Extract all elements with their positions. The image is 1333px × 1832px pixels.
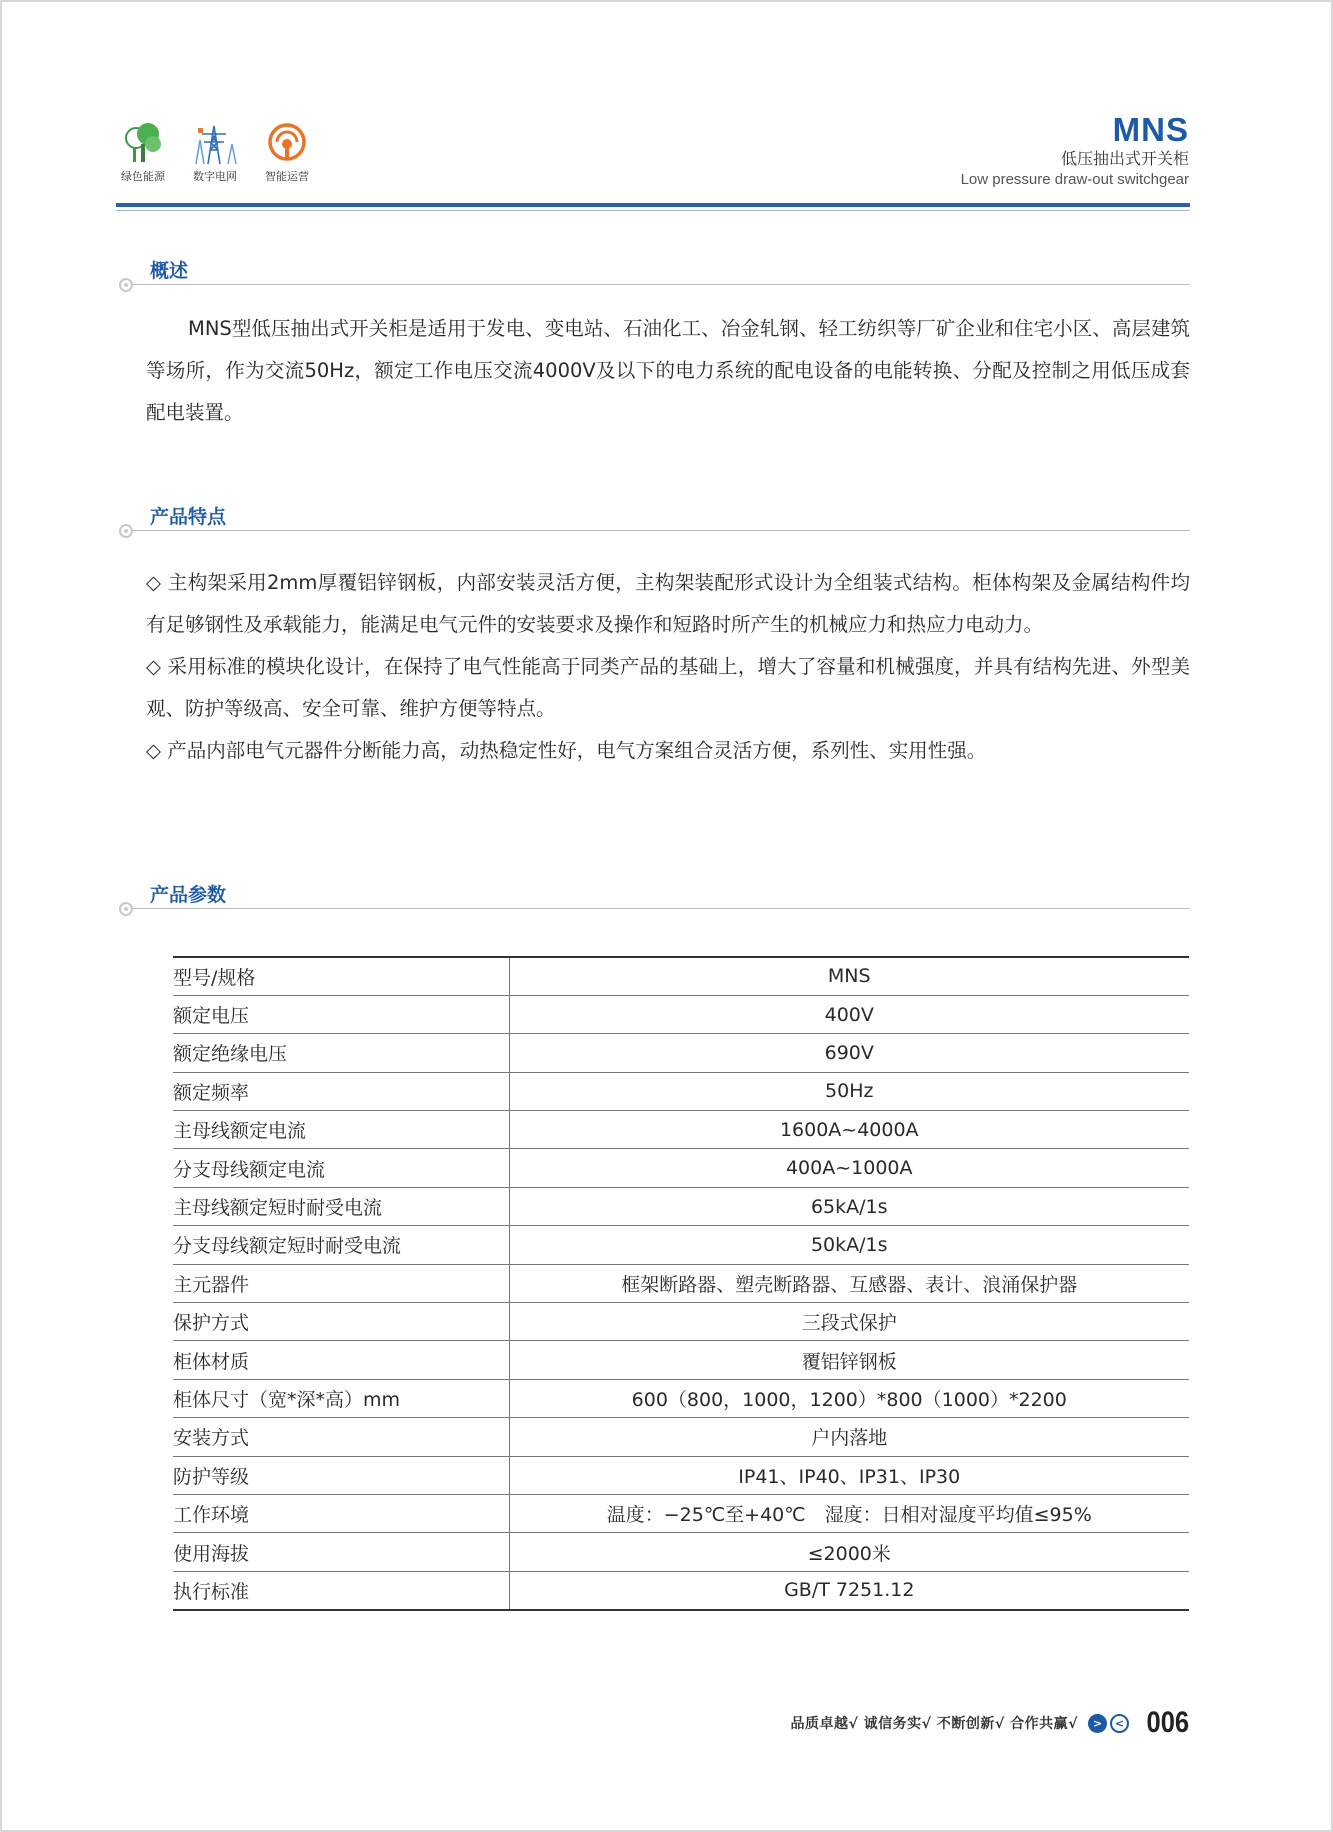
feature-item: ◇ 主构架采用2mm厚覆铝锌钢板，内部安装灵活方便，主构架装配形式设计为全组装式结构。柜体构架及金属结构件均有足够钢性及承载能力，能满足电气元件的安装要求及操作和短路时所产生的机械应力和热应力电动力。: [146, 571, 1190, 636]
model-name: MNS: [1112, 111, 1189, 148]
table-row: [173, 1303, 1189, 1341]
param-key: 主母线额定短时耐受电流: [173, 1187, 509, 1225]
page-number: 006: [1146, 1706, 1189, 1739]
section-divider: [133, 530, 1190, 531]
footer-motto: 品质卓越√ 诚信务实√ 不断创新√ 合作共赢√: [790, 1716, 1078, 1732]
param-key: 工作环境: [173, 1494, 509, 1532]
features-list: [146, 562, 1190, 772]
param-key: 分支母线额定短时耐受电流: [173, 1226, 509, 1264]
logo-green-energy: [114, 120, 172, 184]
param-key: 安装方式: [173, 1418, 509, 1456]
table-row: [173, 1494, 1189, 1532]
param-value: 400V: [509, 995, 1189, 1033]
param-key: 主母线额定电流: [173, 1111, 509, 1149]
param-value: 温度：−25℃至+40℃ 湿度：日相对湿度平均值≤95%: [509, 1494, 1189, 1532]
param-key: 柜体尺寸（宽*深*高）mm: [173, 1379, 509, 1417]
section-heading-params: [116, 880, 1190, 920]
table-row: [173, 1111, 1189, 1149]
header-rule-thin: [116, 210, 1190, 211]
spec-table: [173, 956, 1189, 1611]
param-value: 50Hz: [509, 1072, 1189, 1110]
param-value: ≤2000米: [509, 1533, 1189, 1571]
param-key: 主元器件: [173, 1264, 509, 1302]
table-row: [173, 1533, 1189, 1571]
header-logos: [114, 120, 316, 184]
table-row: [173, 1187, 1189, 1225]
bullet-circle-icon: [119, 902, 133, 916]
section-heading-overview: [116, 256, 1190, 296]
section-title: 产品参数: [150, 884, 227, 906]
section-heading-features: [116, 502, 1190, 542]
table-row: [173, 1072, 1189, 1110]
param-value: 1600A~4000A: [509, 1111, 1189, 1149]
table-row: [173, 1341, 1189, 1379]
feature-item: ◇ 产品内部电气元器件分断能力高，动热稳定性好，电气方案组合灵活方便，系列性、实用性强。: [146, 739, 987, 762]
feature-item: ◇ 采用标准的模块化设计，在保持了电气性能高于同类产品的基础上，增大了容量和机械强度，并具有结构先进、外型美观、防护等级高、安全可靠、维护方便等特点。: [146, 655, 1190, 720]
table-row: [173, 957, 1189, 995]
footer: [790, 1706, 1189, 1740]
param-value: GB/T 7251.12: [509, 1571, 1189, 1609]
prev-page-icon[interactable]: <: [1110, 1714, 1129, 1733]
brand-block: [961, 112, 1189, 190]
tree-icon: [120, 120, 166, 166]
section-divider: [133, 284, 1190, 285]
table-row: [173, 1418, 1189, 1456]
param-value: 三段式保护: [509, 1303, 1189, 1341]
table-row: [173, 1571, 1189, 1609]
table-row: [173, 995, 1189, 1033]
param-key: 分支母线额定电流: [173, 1149, 509, 1187]
table-row: [173, 1149, 1189, 1187]
param-key: 执行标准: [173, 1571, 509, 1609]
logo-caption: 绿色能源: [121, 170, 165, 183]
param-key: 使用海拔: [173, 1533, 509, 1571]
table-row: [173, 1034, 1189, 1072]
product-title-en: Low pressure draw-out switchgear: [960, 171, 1189, 188]
param-value: 690V: [509, 1034, 1189, 1072]
param-key: 防护等级: [173, 1456, 509, 1494]
power-tower-icon: [192, 120, 238, 166]
section-divider: [133, 908, 1190, 909]
bullet-circle-icon: [119, 524, 133, 538]
table-row: [173, 1456, 1189, 1494]
param-key: 保护方式: [173, 1303, 509, 1341]
header-rule: [116, 203, 1190, 207]
param-value: 户内落地: [509, 1418, 1189, 1456]
smart-ops-icon: [264, 120, 310, 166]
section-title: 产品特点: [150, 506, 227, 528]
next-page-icon[interactable]: >: [1088, 1714, 1107, 1733]
overview-text: MNS型低压抽出式开关柜是适用于发电、变电站、石油化工、冶金轧钢、轻工纺织等厂矿企业和住宅小区、高层建筑等场所，作为交流50Hz，额定工作电压交流4000V及以下的电力系统的配电设备的电能转换、分配及控制之用低压成套配电装置。: [146, 317, 1190, 424]
param-value: 框架断路器、塑壳断路器、互感器、表计、浪涌保护器: [509, 1264, 1189, 1302]
bullet-circle-icon: [119, 278, 133, 292]
param-value: 50kA/1s: [509, 1226, 1189, 1264]
param-key: 额定电压: [173, 995, 509, 1033]
logo-caption: 智能运营: [265, 170, 309, 183]
param-key: 型号/规格: [173, 957, 509, 995]
param-value: 400A~1000A: [509, 1149, 1189, 1187]
page-nav: [1088, 1714, 1129, 1733]
product-title-cn: 低压抽出式开关柜: [1060, 149, 1189, 168]
param-value: MNS: [509, 957, 1189, 995]
param-key: 额定绝缘电压: [173, 1034, 509, 1072]
param-key: 额定频率: [173, 1072, 509, 1110]
section-title: 概述: [150, 260, 189, 282]
logo-digital-grid: [186, 120, 244, 184]
logo-smart-ops: [258, 120, 316, 184]
param-value: IP41、IP40、IP31、IP30: [509, 1456, 1189, 1494]
param-key: 柜体材质: [173, 1341, 509, 1379]
param-value: 覆铝锌钢板: [509, 1341, 1189, 1379]
table-row: [173, 1226, 1189, 1264]
param-value: 65kA/1s: [509, 1187, 1189, 1225]
table-row: [173, 1264, 1189, 1302]
table-row: [173, 1379, 1189, 1417]
logo-caption: 数字电网: [193, 170, 237, 183]
param-value: 600（800，1000，1200）*800（1000）*2200: [509, 1379, 1189, 1417]
